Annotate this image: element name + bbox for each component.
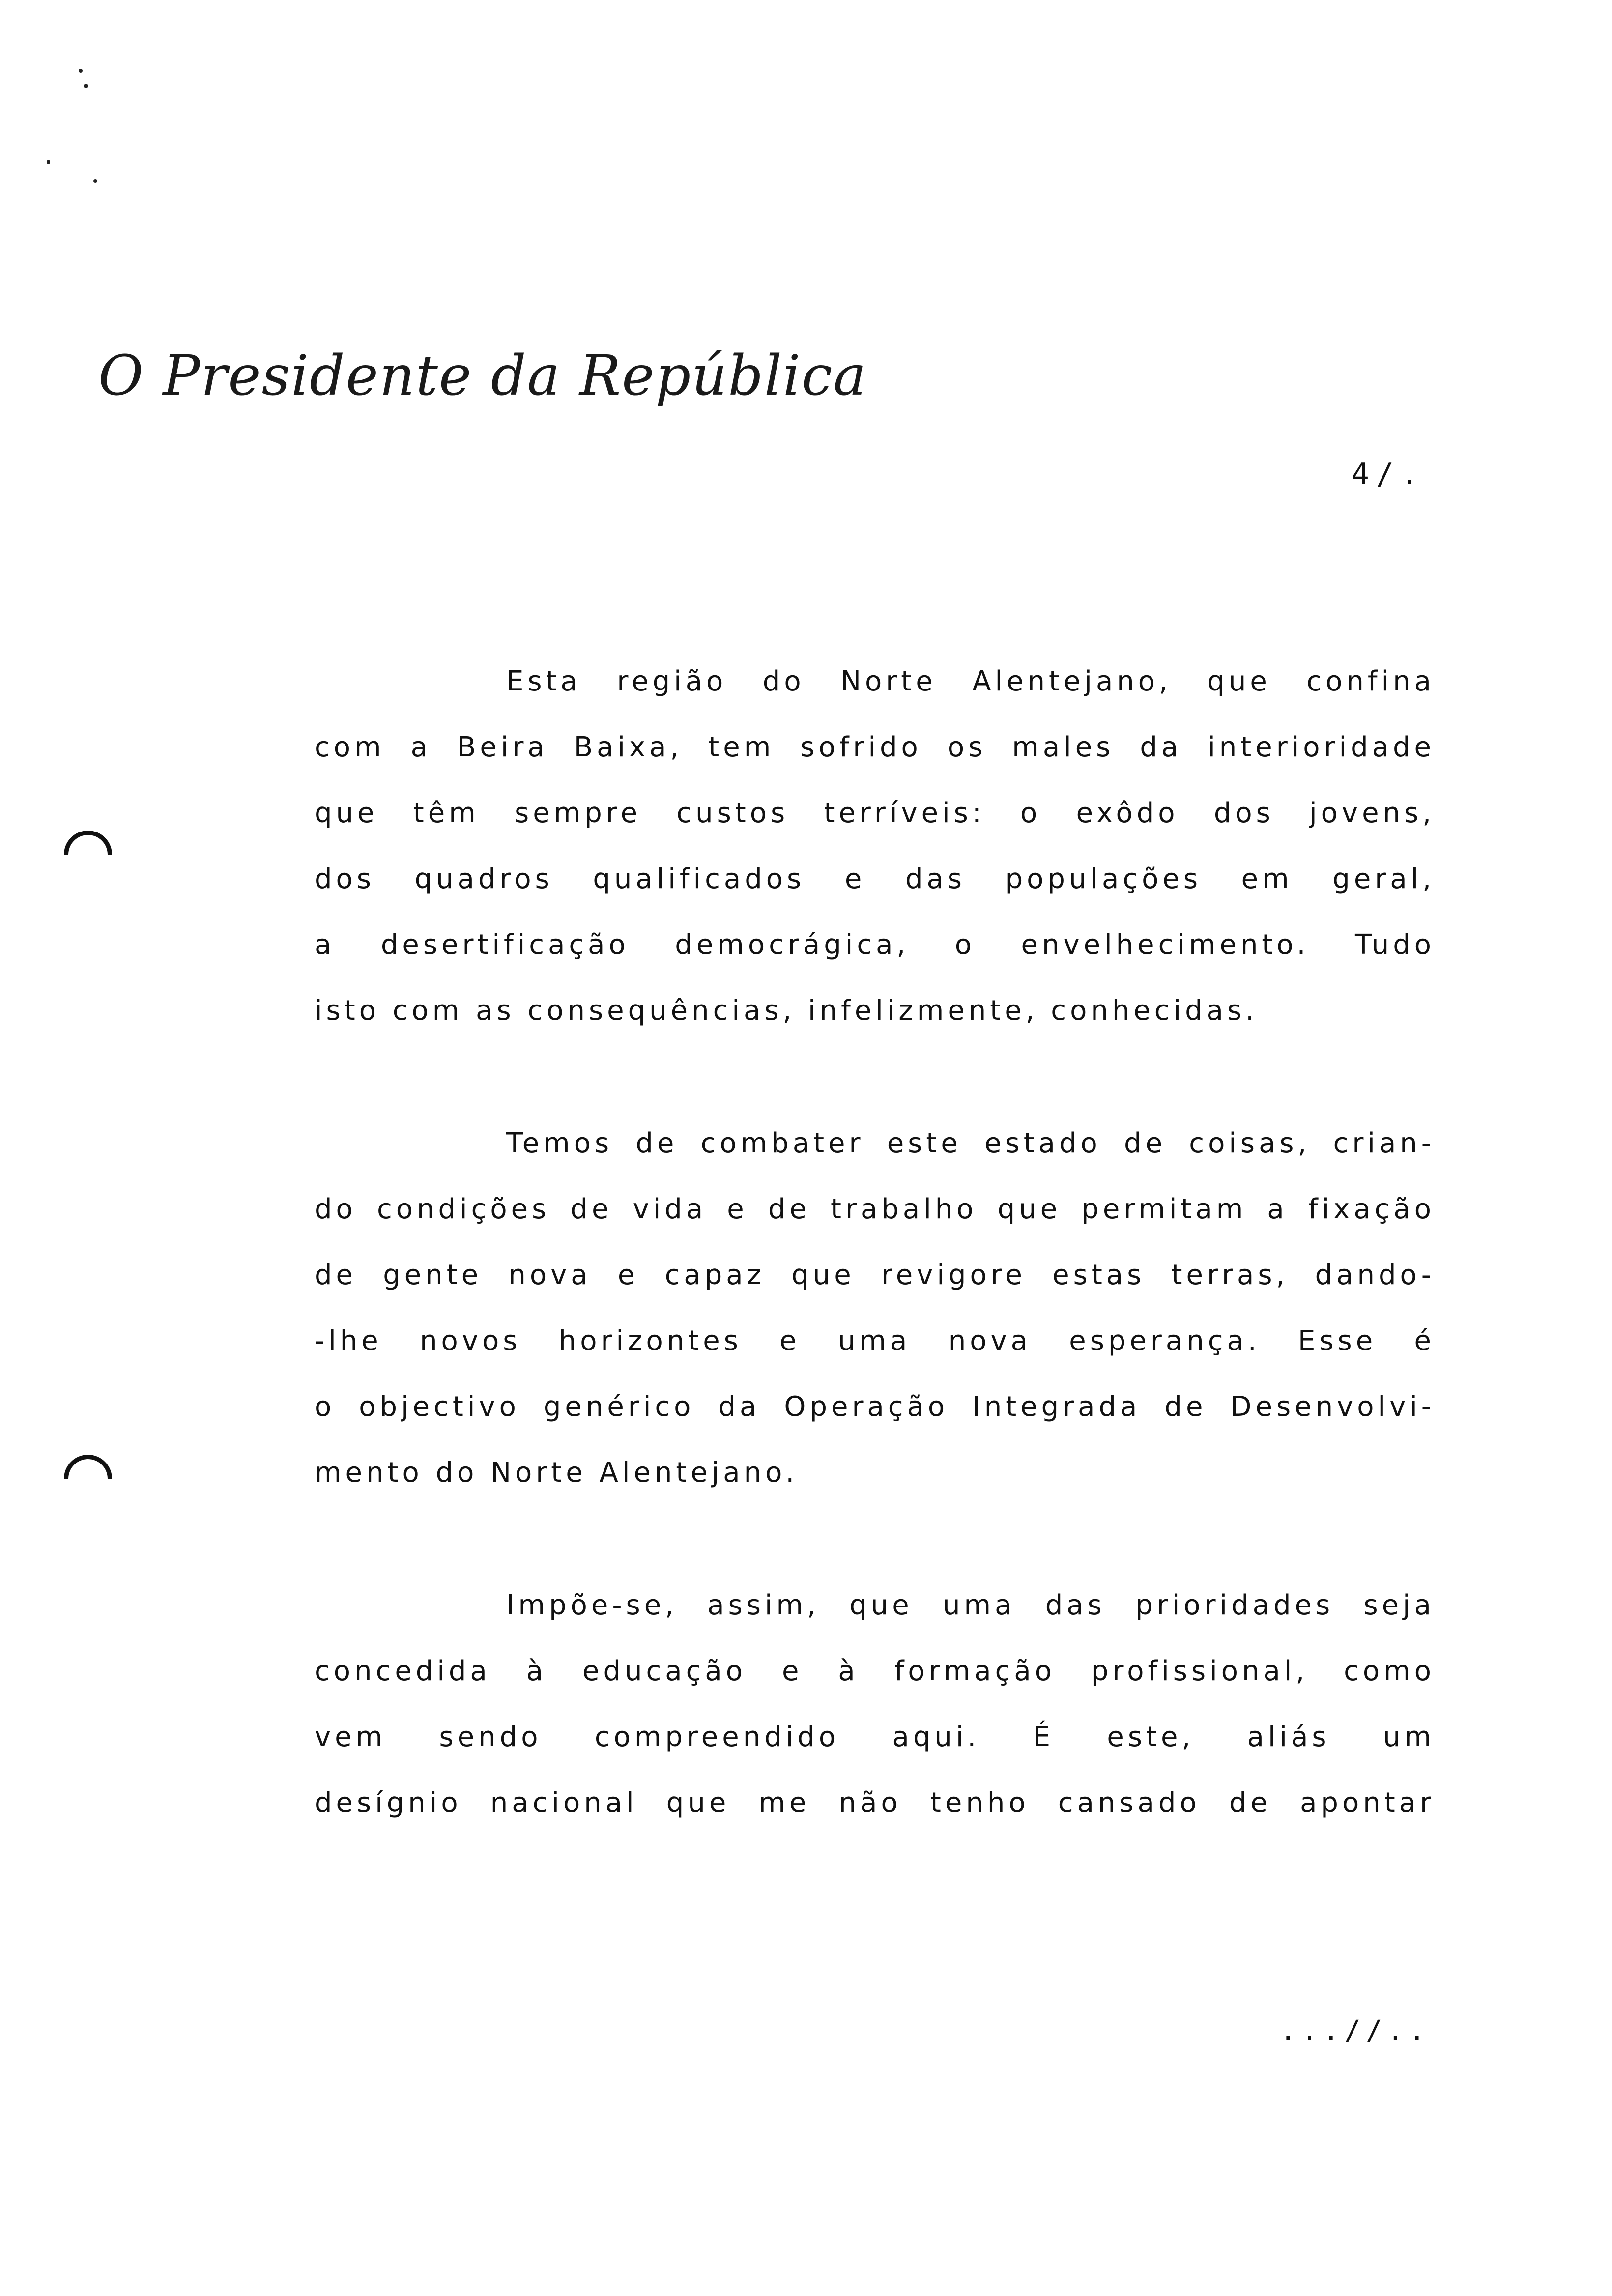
page-number: 4/. bbox=[1351, 457, 1425, 491]
text-line: mento do Norte Alentejano. bbox=[315, 1457, 799, 1489]
text-line: dos quadros qualificados e das populações em geral, bbox=[315, 863, 1435, 895]
paragraph-1 bbox=[315, 649, 1435, 1044]
text-line: Impõe-se, assim, que uma das prioridades seja bbox=[506, 1589, 1435, 1621]
paragraph-3 bbox=[315, 1573, 1435, 1836]
text-line: o objectivo genérico da Operação Integrada de Desenvolvi- bbox=[315, 1391, 1435, 1423]
paragraph-2 bbox=[315, 1111, 1435, 1506]
text-line: Esta região do Norte Alentejano, que confina bbox=[506, 665, 1435, 697]
scan-speck bbox=[84, 84, 88, 88]
scan-speck bbox=[47, 160, 50, 164]
text-line: do condições de vida e de trabalho que permitam a fixação bbox=[315, 1193, 1435, 1225]
punch-hole-mark bbox=[54, 1445, 122, 1513]
scan-speck bbox=[93, 179, 97, 183]
continuation-mark: ...//.. bbox=[1279, 2015, 1430, 2047]
text-line: desígnio nacional que me não tenho cansado de apontar bbox=[315, 1787, 1435, 1819]
text-line: Temos de combater este estado de coisas, crian- bbox=[506, 1127, 1435, 1159]
letterhead-title: O Presidente da República bbox=[98, 344, 867, 408]
text-line: isto com as consequências, infelizmente, conhecidas. bbox=[315, 995, 1258, 1027]
text-line: de gente nova e capaz que revigore estas terras, dando- bbox=[315, 1259, 1435, 1291]
text-line: com a Beira Baixa, tem sofrido os males da interioridade bbox=[315, 731, 1435, 763]
text-line: que têm sempre custos terríveis: o exôdo dos jovens, bbox=[315, 797, 1435, 829]
text-line: vem sendo compreendido aqui. É este, aliás um bbox=[315, 1721, 1435, 1753]
text-line: -lhe novos horizontes e uma nova esperança. Esse é bbox=[315, 1325, 1435, 1357]
text-line: concedida à educação e à formação profissional, como bbox=[315, 1655, 1435, 1687]
text-line: a desertificação democrágica, o envelhecimento. Tudo bbox=[315, 929, 1435, 961]
punch-hole-mark bbox=[54, 821, 122, 889]
scan-speck bbox=[79, 69, 83, 73]
